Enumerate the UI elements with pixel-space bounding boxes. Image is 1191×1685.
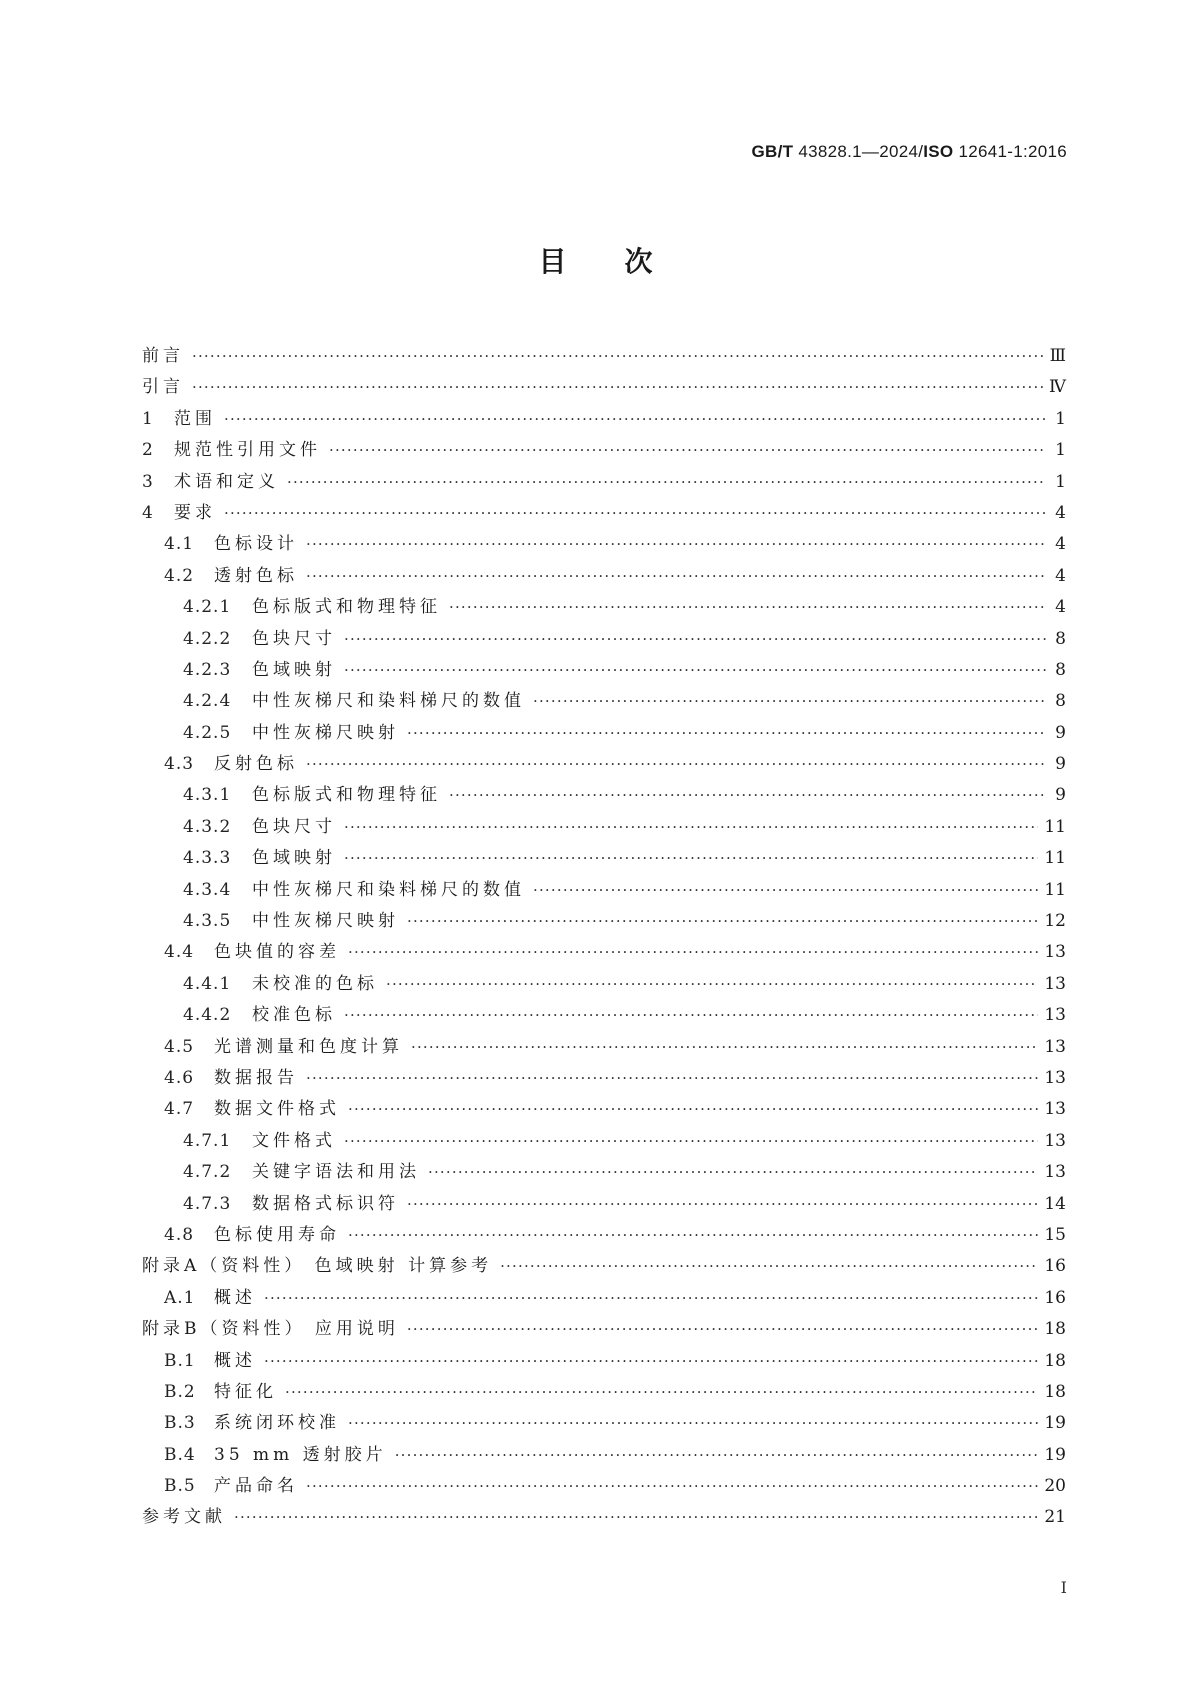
toc-entry-page: 1 <box>1055 440 1066 461</box>
toc-entry-page: 4 <box>1055 534 1066 555</box>
toc-entry-number: 4.4.1 <box>183 973 232 994</box>
toc-leader-dots <box>386 969 1038 1000</box>
toc-leader-dots <box>306 529 1046 560</box>
toc-leader-dots <box>306 1063 1038 1094</box>
toc-entry-title: 中性灰梯尺和染料梯尺的数值 <box>252 879 525 900</box>
toc-entry-page: 19 <box>1044 1413 1066 1434</box>
toc-entry[interactable] <box>142 780 1066 811</box>
toc-entry[interactable] <box>142 1032 1066 1063</box>
toc-entry-number: 4.5 <box>164 1036 195 1057</box>
toc-entry-title: 文件格式 <box>252 1130 336 1151</box>
toc-entry-number: 4.2.1 <box>183 597 232 618</box>
toc-entry-page: 19 <box>1044 1444 1066 1465</box>
toc-leader-dots <box>285 1377 1038 1408</box>
toc-entry[interactable] <box>142 1157 1066 1188</box>
toc-entry-title: 色标版式和物理特征 <box>252 597 441 618</box>
toc-entry-number: 4.2.2 <box>183 628 232 649</box>
toc-entry-page: 4 <box>1055 502 1066 523</box>
doc-code-iso-number: 12641-1:2016 <box>958 142 1067 161</box>
toc-leader-dots <box>306 749 1046 780</box>
toc-entry-title: 透射色标 <box>214 565 298 586</box>
toc-entry-page: 13 <box>1044 973 1066 994</box>
toc-entry[interactable] <box>142 812 1066 843</box>
toc-entry-number: B.4 <box>164 1444 196 1465</box>
toc-entry-page: 4 <box>1055 565 1066 586</box>
footer-page-number: Ⅰ <box>1060 1578 1067 1597</box>
toc-leader-dots <box>407 906 1038 937</box>
toc-entry[interactable] <box>142 655 1066 686</box>
toc-entry[interactable] <box>142 875 1066 906</box>
toc-leader-dots <box>407 1314 1038 1345</box>
toc-leader-dots <box>264 1346 1038 1377</box>
toc-entry[interactable] <box>142 498 1066 529</box>
toc-entry-page: 8 <box>1055 691 1066 712</box>
toc-entry-number: 4.8 <box>164 1224 195 1245</box>
toc-entry[interactable] <box>142 1440 1066 1471</box>
toc-entry-number: 4.2 <box>164 565 195 586</box>
toc-leader-dots <box>344 812 1038 843</box>
toc-leader-dots <box>344 843 1038 874</box>
toc-entry-number: 2 <box>142 440 154 461</box>
toc-leader-dots <box>407 718 1046 749</box>
toc-entry-title: 反射色标 <box>214 754 298 775</box>
toc-entry-page: 1 <box>1055 408 1066 429</box>
toc-leader-dots <box>500 1251 1038 1282</box>
toc-entry[interactable] <box>142 404 1066 435</box>
toc-entry-title: 范围 <box>174 408 216 429</box>
toc-entry[interactable] <box>142 1346 1066 1377</box>
doc-code-prefix: GB/T <box>751 142 794 161</box>
toc-leader-dots <box>411 1032 1038 1063</box>
toc-leader-dots <box>344 624 1046 655</box>
toc-entry[interactable] <box>142 749 1066 780</box>
toc-entry-title: 关键字语法和用法 <box>252 1162 420 1183</box>
toc-entry[interactable] <box>142 435 1066 466</box>
toc-entry-number: 3 <box>142 471 154 492</box>
toc-entry[interactable] <box>142 969 1066 1000</box>
toc-entry-page: 21 <box>1044 1507 1066 1528</box>
toc-entry-number: 1 <box>142 408 154 429</box>
toc-leader-dots <box>344 1126 1038 1157</box>
toc-entry[interactable] <box>142 1471 1066 1502</box>
toc-entry-title: 色域映射 <box>252 848 336 869</box>
toc-entry-page: 16 <box>1044 1256 1066 1277</box>
toc-entry-title: 校准色标 <box>252 1005 336 1026</box>
toc-entry-number: 4.4.2 <box>183 1005 232 1026</box>
toc-entry-number: 4.2.5 <box>183 722 232 743</box>
toc-entry-page: 13 <box>1044 1162 1066 1183</box>
doc-code-iso: ISO <box>923 142 954 161</box>
toc-entry-title: 附录B（资料性） 应用说明 <box>142 1319 399 1340</box>
toc-entry-page: 13 <box>1044 1036 1066 1057</box>
toc-entry[interactable] <box>142 1283 1066 1314</box>
toc-leader-dots <box>287 467 1046 498</box>
toc-leader-dots <box>264 1283 1038 1314</box>
toc-entry-title: 色块尺寸 <box>252 816 336 837</box>
toc-entry-number: B.2 <box>164 1381 196 1402</box>
toc-entry[interactable] <box>142 1314 1066 1345</box>
toc-entry[interactable] <box>142 1502 1066 1533</box>
toc-entry[interactable] <box>142 1094 1066 1125</box>
toc-entry[interactable] <box>142 1126 1066 1157</box>
toc-entry-page: 8 <box>1055 628 1066 649</box>
toc-entry-title: 色标设计 <box>214 534 298 555</box>
toc-leader-dots <box>533 686 1046 717</box>
toc-entry-page: 14 <box>1044 1193 1066 1214</box>
toc-leader-dots <box>192 372 1043 403</box>
toc-entry-title: 35 mm 透射胶片 <box>214 1444 387 1465</box>
toc-entry-title: 色域映射 <box>252 659 336 680</box>
toc-entry-title: 未校准的色标 <box>252 973 378 994</box>
toc-entry-number: 4.7.1 <box>183 1130 232 1151</box>
toc-entry-page: 20 <box>1044 1476 1066 1497</box>
toc-entry-page: 16 <box>1044 1287 1066 1308</box>
toc-entry-page: 13 <box>1044 1099 1066 1120</box>
toc-entry-page: 15 <box>1044 1224 1066 1245</box>
toc-leader-dots <box>407 1189 1038 1220</box>
toc-entry-page: 11 <box>1044 816 1066 837</box>
toc-entry-number: 4.3.4 <box>183 879 232 900</box>
toc-entry[interactable] <box>142 718 1066 749</box>
toc-leader-dots <box>224 404 1046 435</box>
toc-entry-number: 4.1 <box>164 534 195 555</box>
toc-title-char-1: 目 <box>538 245 567 278</box>
toc-entry[interactable] <box>142 686 1066 717</box>
toc-entry[interactable] <box>142 467 1066 498</box>
toc-entry-title: 光谱测量和色度计算 <box>214 1036 403 1057</box>
toc-entry[interactable] <box>142 1189 1066 1220</box>
toc-entry-page: 9 <box>1055 722 1066 743</box>
toc-entry-title: 色块值的容差 <box>214 942 340 963</box>
toc-entry-title: 术语和定义 <box>174 471 279 492</box>
document-code <box>752 142 1068 162</box>
toc-entry-page: 9 <box>1055 785 1066 806</box>
toc-entry[interactable] <box>142 561 1066 592</box>
toc-entry-page: 12 <box>1044 911 1066 932</box>
toc-entry-number: 4.3.1 <box>183 785 232 806</box>
toc-leader-dots <box>344 655 1046 686</box>
toc-entry-number: 4.6 <box>164 1067 195 1088</box>
toc-entry[interactable] <box>142 843 1066 874</box>
toc-entry-title: 色标版式和物理特征 <box>252 785 441 806</box>
toc-entry[interactable] <box>142 341 1066 372</box>
toc-entry-title: 中性灰梯尺和染料梯尺的数值 <box>252 691 525 712</box>
toc-leader-dots <box>348 937 1038 968</box>
toc-entry-title: 产品命名 <box>214 1476 298 1497</box>
toc-entry-title: 前言 <box>142 346 184 366</box>
toc-leader-dots <box>234 1502 1038 1533</box>
toc-entry[interactable] <box>142 592 1066 623</box>
toc-entry[interactable] <box>142 1251 1066 1282</box>
toc-entry[interactable] <box>142 937 1066 968</box>
toc-leader-dots <box>449 780 1046 811</box>
toc-leader-dots <box>306 561 1046 592</box>
toc-entry-page: Ⅲ <box>1049 346 1066 366</box>
toc-leader-dots <box>428 1157 1038 1188</box>
toc-entry-number: 4.3.5 <box>183 911 232 932</box>
doc-code-number: 43828.1—2024/ <box>798 142 924 161</box>
toc-leader-dots <box>348 1220 1038 1251</box>
toc-entry-title: 引言 <box>142 377 184 398</box>
toc-entry[interactable] <box>142 906 1066 937</box>
toc-entry-title: 系统闭环校准 <box>214 1413 340 1434</box>
toc-leader-dots <box>192 341 1044 372</box>
toc-leader-dots <box>348 1094 1038 1125</box>
toc-entry-page: 18 <box>1044 1350 1066 1371</box>
toc-entry-page: 1 <box>1055 471 1066 492</box>
toc-entry-title: 中性灰梯尺映射 <box>252 911 399 932</box>
toc-leader-dots <box>329 435 1046 466</box>
toc-entry-title: 特征化 <box>214 1381 277 1402</box>
toc-entry-page: 11 <box>1044 848 1066 869</box>
toc-title <box>0 240 1191 280</box>
toc-leader-dots <box>224 498 1046 529</box>
toc-entry-page: Ⅳ <box>1049 377 1066 398</box>
toc-entry-page: 13 <box>1044 942 1066 963</box>
toc-entry-title: 色标使用寿命 <box>214 1224 340 1245</box>
toc-entry-title: 数据文件格式 <box>214 1099 340 1120</box>
toc-leader-dots <box>395 1440 1039 1471</box>
toc-entry-title: 色块尺寸 <box>252 628 336 649</box>
toc-entry-title: 数据报告 <box>214 1067 298 1088</box>
toc-leader-dots <box>344 1000 1038 1031</box>
toc-entry[interactable] <box>142 529 1066 560</box>
toc-entry[interactable] <box>142 1220 1066 1251</box>
toc-entry-number: 4.7 <box>164 1099 195 1120</box>
toc-entry-page: 18 <box>1044 1381 1066 1402</box>
toc-entry-number: 4.7.3 <box>183 1193 232 1214</box>
toc-entry-title: 概述 <box>214 1350 256 1371</box>
toc-leader-dots <box>533 875 1038 906</box>
toc-entry-title: 要求 <box>174 502 216 523</box>
toc-entry-page: 13 <box>1044 1067 1066 1088</box>
toc-entry-title: 参考文献 <box>142 1507 226 1528</box>
toc-entry[interactable] <box>142 1063 1066 1094</box>
toc-entry-title: 附录A（资料性） 色域映射 计算参考 <box>142 1256 493 1277</box>
toc-entry-number: 4.2.4 <box>183 691 232 712</box>
toc-leader-dots <box>449 592 1046 623</box>
toc-entry-number: B.1 <box>164 1350 196 1371</box>
toc-entry-number: B.5 <box>164 1476 196 1497</box>
toc-entry[interactable] <box>142 1408 1066 1439</box>
toc-entry-number: B.3 <box>164 1413 196 1434</box>
toc-entry-page: 13 <box>1044 1005 1066 1026</box>
toc-entry-title: 数据格式标识符 <box>252 1193 399 1214</box>
toc-entry-page: 11 <box>1044 879 1066 900</box>
toc-entry-number: 4.2.3 <box>183 659 232 680</box>
toc-entry-number: 4 <box>142 502 154 523</box>
toc-entry[interactable] <box>142 1000 1066 1031</box>
toc-entry-page: 13 <box>1044 1130 1066 1151</box>
toc-entry-title: 规范性引用文件 <box>174 440 321 461</box>
toc-entry-number: 4.7.2 <box>183 1162 232 1183</box>
toc-entry[interactable] <box>142 372 1066 403</box>
toc-entry-page: 18 <box>1044 1319 1066 1340</box>
toc-entry-page: 9 <box>1055 754 1066 775</box>
toc-leader-dots <box>348 1408 1038 1439</box>
toc-entry-title: 概述 <box>214 1287 256 1308</box>
toc-entry[interactable] <box>142 1377 1066 1408</box>
toc-entry-page: 4 <box>1055 597 1066 618</box>
table-of-contents <box>142 341 1066 1534</box>
toc-entry-number: A.1 <box>164 1287 196 1308</box>
toc-entry-number: 4.3.2 <box>183 816 232 837</box>
toc-entry-title: 中性灰梯尺映射 <box>252 722 399 743</box>
toc-entry[interactable] <box>142 624 1066 655</box>
toc-leader-dots <box>306 1471 1038 1502</box>
toc-entry-number: 4.3.3 <box>183 848 232 869</box>
toc-entry-number: 4.4 <box>164 942 195 963</box>
toc-title-char-2: 次 <box>624 245 653 278</box>
toc-entry-number: 4.3 <box>164 754 195 775</box>
toc-entry-page: 8 <box>1055 659 1066 680</box>
